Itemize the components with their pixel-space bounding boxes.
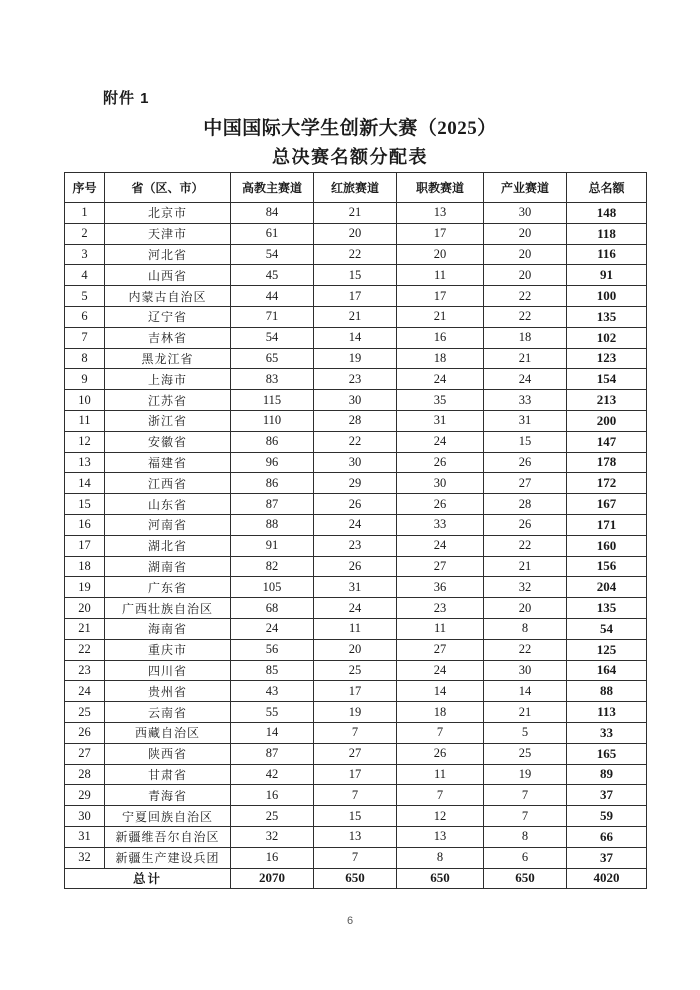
track-value-cell: 7 — [314, 722, 397, 743]
province-name-cell: 湖南省 — [105, 556, 231, 577]
total-track-value-cell: 650 — [397, 868, 484, 889]
track-value-cell: 18 — [397, 702, 484, 723]
track-value-cell: 22 — [484, 286, 567, 307]
table-row — [65, 743, 647, 764]
track-value-cell: 11 — [397, 618, 484, 639]
total-track-value-cell: 2070 — [231, 868, 314, 889]
province-name-cell: 天津市 — [105, 223, 231, 244]
row-total-cell: 37 — [567, 847, 647, 868]
table-total-row — [65, 868, 647, 889]
track-value-cell: 68 — [231, 598, 314, 619]
row-number-cell: 21 — [65, 618, 105, 639]
track-value-cell: 22 — [484, 306, 567, 327]
track-value-cell: 36 — [397, 577, 484, 598]
row-total-cell: 89 — [567, 764, 647, 785]
row-total-cell: 102 — [567, 327, 647, 348]
row-total-cell: 118 — [567, 223, 647, 244]
row-number-cell: 12 — [65, 431, 105, 452]
row-number-cell: 19 — [65, 577, 105, 598]
table-row — [65, 847, 647, 868]
track-value-cell: 19 — [314, 702, 397, 723]
track-value-cell: 24 — [231, 618, 314, 639]
document-subtitle: 总决赛名额分配表 — [272, 147, 428, 167]
province-name-cell: 四川省 — [105, 660, 231, 681]
row-total-cell: 154 — [567, 369, 647, 390]
table-row — [65, 431, 647, 452]
province-name-cell: 青海省 — [105, 785, 231, 806]
track-value-cell: 14 — [231, 722, 314, 743]
province-name-cell: 宁夏回族自治区 — [105, 806, 231, 827]
track-value-cell: 24 — [397, 535, 484, 556]
track-value-cell: 43 — [231, 681, 314, 702]
track-value-cell: 21 — [484, 556, 567, 577]
row-total-cell: 33 — [567, 722, 647, 743]
row-total-cell: 100 — [567, 286, 647, 307]
track-value-cell: 25 — [484, 743, 567, 764]
track-value-cell: 5 — [484, 722, 567, 743]
table-row — [65, 826, 647, 847]
row-total-cell: 116 — [567, 244, 647, 265]
row-number-cell: 30 — [65, 806, 105, 827]
track-value-cell: 31 — [397, 410, 484, 431]
table-row — [65, 764, 647, 785]
province-name-cell: 新疆维吾尔自治区 — [105, 826, 231, 847]
row-total-cell: 165 — [567, 743, 647, 764]
track-value-cell: 84 — [231, 203, 314, 224]
track-value-cell: 26 — [314, 494, 397, 515]
table-row — [65, 306, 647, 327]
table-row — [65, 785, 647, 806]
column-header: 序号 — [65, 173, 105, 203]
row-total-cell: 125 — [567, 639, 647, 660]
page-number: 6 — [346, 915, 354, 927]
track-value-cell: 54 — [231, 327, 314, 348]
track-value-cell: 21 — [484, 702, 567, 723]
province-name-cell: 广西壮族自治区 — [105, 598, 231, 619]
row-total-cell: 171 — [567, 514, 647, 535]
track-value-cell: 56 — [231, 639, 314, 660]
track-value-cell: 16 — [231, 847, 314, 868]
track-value-cell: 18 — [484, 327, 567, 348]
track-value-cell: 28 — [314, 410, 397, 431]
track-value-cell: 26 — [314, 556, 397, 577]
row-number-cell: 6 — [65, 306, 105, 327]
track-value-cell: 14 — [484, 681, 567, 702]
province-name-cell: 新疆生产建设兵团 — [105, 847, 231, 868]
row-number-cell: 16 — [65, 514, 105, 535]
track-value-cell: 11 — [314, 618, 397, 639]
row-number-cell: 2 — [65, 223, 105, 244]
quota-allocation-table — [64, 172, 647, 889]
track-value-cell: 32 — [231, 826, 314, 847]
column-header: 产业赛道 — [484, 173, 567, 203]
track-value-cell: 24 — [397, 660, 484, 681]
track-value-cell: 23 — [314, 369, 397, 390]
track-value-cell: 27 — [314, 743, 397, 764]
track-value-cell: 11 — [397, 764, 484, 785]
track-value-cell: 22 — [314, 431, 397, 452]
table-row — [65, 223, 647, 244]
track-value-cell: 13 — [314, 826, 397, 847]
track-value-cell: 85 — [231, 660, 314, 681]
track-value-cell: 27 — [397, 639, 484, 660]
column-header: 高教主赛道 — [231, 173, 314, 203]
track-value-cell: 86 — [231, 473, 314, 494]
row-number-cell: 15 — [65, 494, 105, 515]
table-row — [65, 618, 647, 639]
track-value-cell: 45 — [231, 265, 314, 286]
table-row — [65, 494, 647, 515]
track-value-cell: 23 — [314, 535, 397, 556]
row-number-cell: 26 — [65, 722, 105, 743]
row-total-cell: 88 — [567, 681, 647, 702]
province-name-cell: 江苏省 — [105, 390, 231, 411]
track-value-cell: 14 — [314, 327, 397, 348]
province-name-cell: 福建省 — [105, 452, 231, 473]
track-value-cell: 82 — [231, 556, 314, 577]
track-value-cell: 20 — [314, 223, 397, 244]
track-value-cell: 83 — [231, 369, 314, 390]
track-value-cell: 19 — [484, 764, 567, 785]
track-value-cell: 21 — [314, 306, 397, 327]
row-number-cell: 23 — [65, 660, 105, 681]
track-value-cell: 25 — [231, 806, 314, 827]
column-header: 红旅赛道 — [314, 173, 397, 203]
province-name-cell: 海南省 — [105, 618, 231, 639]
province-name-cell: 江西省 — [105, 473, 231, 494]
row-total-cell: 135 — [567, 306, 647, 327]
table-row — [65, 390, 647, 411]
row-total-cell: 213 — [567, 390, 647, 411]
track-value-cell: 33 — [397, 514, 484, 535]
track-value-cell: 22 — [484, 639, 567, 660]
document-title: 中国国际大学生创新大赛（2025） — [203, 118, 497, 139]
track-value-cell: 26 — [484, 452, 567, 473]
row-total-cell: 160 — [567, 535, 647, 556]
track-value-cell: 15 — [314, 265, 397, 286]
province-name-cell: 广东省 — [105, 577, 231, 598]
track-value-cell: 8 — [484, 618, 567, 639]
table-row — [65, 452, 647, 473]
row-total-cell: 178 — [567, 452, 647, 473]
track-value-cell: 21 — [314, 203, 397, 224]
row-number-cell: 27 — [65, 743, 105, 764]
track-value-cell: 6 — [484, 847, 567, 868]
row-total-cell: 91 — [567, 265, 647, 286]
province-name-cell: 山西省 — [105, 265, 231, 286]
province-name-cell: 北京市 — [105, 203, 231, 224]
track-value-cell: 30 — [484, 203, 567, 224]
row-total-cell: 135 — [567, 598, 647, 619]
track-value-cell: 88 — [231, 514, 314, 535]
track-value-cell: 15 — [314, 806, 397, 827]
province-name-cell: 黑龙江省 — [105, 348, 231, 369]
track-value-cell: 87 — [231, 743, 314, 764]
table-row — [65, 556, 647, 577]
track-value-cell: 20 — [314, 639, 397, 660]
track-value-cell: 55 — [231, 702, 314, 723]
track-value-cell: 27 — [397, 556, 484, 577]
table-body — [65, 203, 647, 889]
table-row — [65, 806, 647, 827]
row-number-cell: 13 — [65, 452, 105, 473]
track-value-cell: 15 — [484, 431, 567, 452]
row-number-cell: 29 — [65, 785, 105, 806]
track-value-cell: 24 — [484, 369, 567, 390]
track-value-cell: 20 — [484, 244, 567, 265]
row-number-cell: 31 — [65, 826, 105, 847]
row-total-cell: 164 — [567, 660, 647, 681]
province-name-cell: 河南省 — [105, 514, 231, 535]
row-total-cell: 37 — [567, 785, 647, 806]
row-number-cell: 17 — [65, 535, 105, 556]
track-value-cell: 96 — [231, 452, 314, 473]
row-number-cell: 14 — [65, 473, 105, 494]
track-value-cell: 17 — [314, 286, 397, 307]
province-name-cell: 云南省 — [105, 702, 231, 723]
track-value-cell: 16 — [397, 327, 484, 348]
row-total-cell: 172 — [567, 473, 647, 494]
row-number-cell: 18 — [65, 556, 105, 577]
track-value-cell: 22 — [314, 244, 397, 265]
province-name-cell: 山东省 — [105, 494, 231, 515]
track-value-cell: 110 — [231, 410, 314, 431]
track-value-cell: 61 — [231, 223, 314, 244]
track-value-cell: 16 — [231, 785, 314, 806]
row-total-cell: 148 — [567, 203, 647, 224]
total-label-cell: 总计 — [65, 868, 231, 889]
total-track-value-cell: 650 — [484, 868, 567, 889]
row-total-cell: 147 — [567, 431, 647, 452]
row-number-cell: 20 — [65, 598, 105, 619]
track-value-cell: 24 — [397, 431, 484, 452]
province-name-cell: 贵州省 — [105, 681, 231, 702]
track-value-cell: 26 — [397, 494, 484, 515]
track-value-cell: 26 — [484, 514, 567, 535]
track-value-cell: 8 — [397, 847, 484, 868]
table-row — [65, 369, 647, 390]
track-value-cell: 8 — [484, 826, 567, 847]
track-value-cell: 24 — [314, 514, 397, 535]
row-number-cell: 4 — [65, 265, 105, 286]
attachment-label: 附件 1 — [103, 90, 150, 107]
track-value-cell: 17 — [397, 286, 484, 307]
row-number-cell: 22 — [65, 639, 105, 660]
track-value-cell: 87 — [231, 494, 314, 515]
track-value-cell: 33 — [484, 390, 567, 411]
table-row — [65, 598, 647, 619]
track-value-cell: 115 — [231, 390, 314, 411]
column-header: 职教赛道 — [397, 173, 484, 203]
track-value-cell: 17 — [314, 764, 397, 785]
track-value-cell: 23 — [397, 598, 484, 619]
row-total-cell: 59 — [567, 806, 647, 827]
table-row — [65, 577, 647, 598]
province-name-cell: 内蒙古自治区 — [105, 286, 231, 307]
row-number-cell: 10 — [65, 390, 105, 411]
track-value-cell: 17 — [314, 681, 397, 702]
track-value-cell: 65 — [231, 348, 314, 369]
track-value-cell: 105 — [231, 577, 314, 598]
track-value-cell: 21 — [484, 348, 567, 369]
total-track-value-cell: 650 — [314, 868, 397, 889]
track-value-cell: 20 — [484, 265, 567, 286]
table-row — [65, 410, 647, 431]
table-row — [65, 473, 647, 494]
row-total-cell: 113 — [567, 702, 647, 723]
row-number-cell: 9 — [65, 369, 105, 390]
track-value-cell: 19 — [314, 348, 397, 369]
row-number-cell: 5 — [65, 286, 105, 307]
track-value-cell: 7 — [314, 847, 397, 868]
track-value-cell: 26 — [397, 452, 484, 473]
table-row — [65, 244, 647, 265]
table-row — [65, 660, 647, 681]
table-row — [65, 265, 647, 286]
track-value-cell: 35 — [397, 390, 484, 411]
row-number-cell: 32 — [65, 847, 105, 868]
track-value-cell: 7 — [484, 806, 567, 827]
row-total-cell: 66 — [567, 826, 647, 847]
table-row — [65, 702, 647, 723]
table-row — [65, 535, 647, 556]
table-row — [65, 681, 647, 702]
track-value-cell: 28 — [484, 494, 567, 515]
province-name-cell: 上海市 — [105, 369, 231, 390]
track-value-cell: 32 — [484, 577, 567, 598]
track-value-cell: 7 — [397, 785, 484, 806]
track-value-cell: 24 — [397, 369, 484, 390]
track-value-cell: 30 — [314, 390, 397, 411]
track-value-cell: 26 — [397, 743, 484, 764]
row-total-cell: 204 — [567, 577, 647, 598]
table-row — [65, 286, 647, 307]
row-total-cell: 123 — [567, 348, 647, 369]
table-row — [65, 327, 647, 348]
track-value-cell: 31 — [314, 577, 397, 598]
row-number-cell: 25 — [65, 702, 105, 723]
track-value-cell: 22 — [484, 535, 567, 556]
table-row — [65, 203, 647, 224]
track-value-cell: 27 — [484, 473, 567, 494]
table-row — [65, 514, 647, 535]
row-number-cell: 28 — [65, 764, 105, 785]
track-value-cell: 29 — [314, 473, 397, 494]
track-value-cell: 31 — [484, 410, 567, 431]
track-value-cell: 91 — [231, 535, 314, 556]
column-header: 总名额 — [567, 173, 647, 203]
province-name-cell: 陕西省 — [105, 743, 231, 764]
track-value-cell: 13 — [397, 203, 484, 224]
track-value-cell: 20 — [484, 598, 567, 619]
row-number-cell: 1 — [65, 203, 105, 224]
table-row — [65, 639, 647, 660]
province-name-cell: 安徽省 — [105, 431, 231, 452]
track-value-cell: 30 — [484, 660, 567, 681]
row-total-cell: 200 — [567, 410, 647, 431]
grand-total-cell: 4020 — [567, 868, 647, 889]
track-value-cell: 11 — [397, 265, 484, 286]
track-value-cell: 20 — [397, 244, 484, 265]
province-name-cell: 吉林省 — [105, 327, 231, 348]
track-value-cell: 7 — [484, 785, 567, 806]
province-name-cell: 河北省 — [105, 244, 231, 265]
track-value-cell: 20 — [484, 223, 567, 244]
table-row — [65, 348, 647, 369]
track-value-cell: 30 — [314, 452, 397, 473]
row-number-cell: 8 — [65, 348, 105, 369]
track-value-cell: 54 — [231, 244, 314, 265]
track-value-cell: 18 — [397, 348, 484, 369]
track-value-cell: 42 — [231, 764, 314, 785]
province-name-cell: 辽宁省 — [105, 306, 231, 327]
table-row — [65, 722, 647, 743]
row-number-cell: 24 — [65, 681, 105, 702]
row-number-cell: 3 — [65, 244, 105, 265]
table-header-row — [65, 173, 647, 203]
track-value-cell: 30 — [397, 473, 484, 494]
track-value-cell: 21 — [397, 306, 484, 327]
province-name-cell: 甘肃省 — [105, 764, 231, 785]
province-name-cell: 浙江省 — [105, 410, 231, 431]
row-number-cell: 11 — [65, 410, 105, 431]
track-value-cell: 71 — [231, 306, 314, 327]
track-value-cell: 24 — [314, 598, 397, 619]
province-name-cell: 湖北省 — [105, 535, 231, 556]
track-value-cell: 86 — [231, 431, 314, 452]
track-value-cell: 17 — [397, 223, 484, 244]
row-number-cell: 7 — [65, 327, 105, 348]
track-value-cell: 7 — [314, 785, 397, 806]
column-header: 省（区、市） — [105, 173, 231, 203]
track-value-cell: 13 — [397, 826, 484, 847]
track-value-cell: 25 — [314, 660, 397, 681]
province-name-cell: 重庆市 — [105, 639, 231, 660]
row-total-cell: 54 — [567, 618, 647, 639]
track-value-cell: 44 — [231, 286, 314, 307]
row-total-cell: 156 — [567, 556, 647, 577]
track-value-cell: 14 — [397, 681, 484, 702]
track-value-cell: 7 — [397, 722, 484, 743]
track-value-cell: 12 — [397, 806, 484, 827]
table-header — [65, 173, 647, 203]
province-name-cell: 西藏自治区 — [105, 722, 231, 743]
row-total-cell: 167 — [567, 494, 647, 515]
